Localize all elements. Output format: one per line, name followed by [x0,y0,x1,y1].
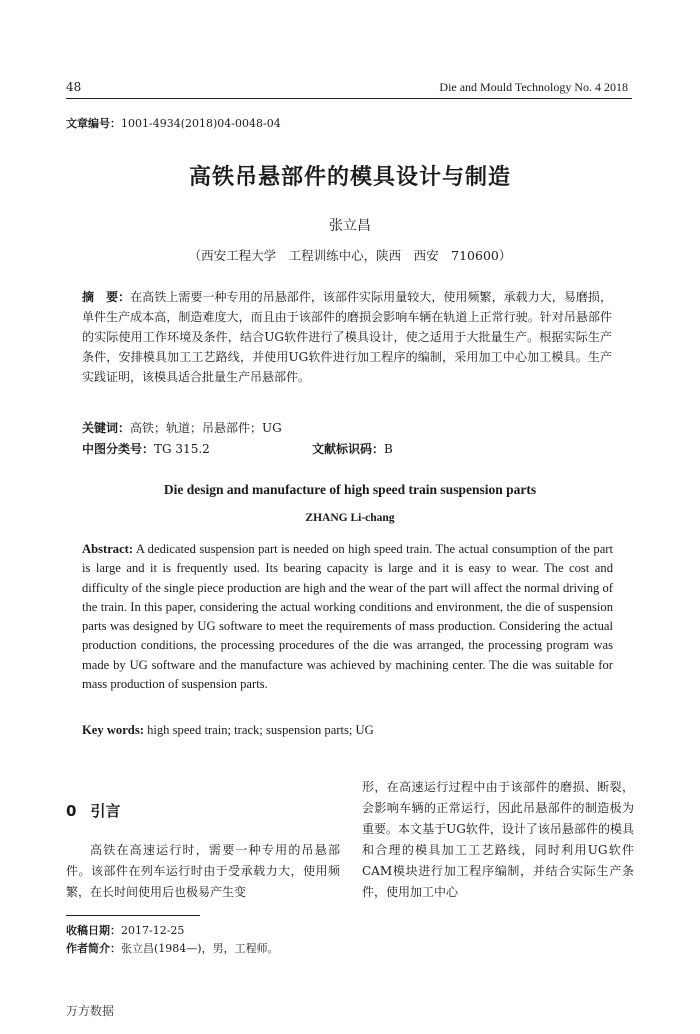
section-number: 0 [66,802,77,820]
keywords-en [82,723,374,738]
keywords-cn [82,419,282,436]
section-title: 引言 [90,802,121,820]
classification-value: TG 315.2 [154,442,210,456]
received-date-label: 收稿日期： [66,924,121,937]
header-divider [66,98,632,99]
english-author: ZHANG Li-chang [305,512,395,524]
classification-number [82,440,210,457]
keywords-en-value: high speed train; track; suspension parts; UG [147,723,374,737]
abstract-cn [82,287,612,387]
classification-label: 中图分类号： [82,442,155,456]
body-text-left-column: 高铁在高速运行时，需要一种专用的吊悬部件。该部件在列车运行时由于受承载力大，使用频繁，在长时间使用后也极易产生变 [66,843,340,899]
english-title: Die design and manufacture of high speed train suspension parts [163,482,537,497]
author-bio-label: 作者简介： [66,942,121,955]
document-code [312,440,393,457]
document-code-value: B [384,442,393,456]
abstract-cn-label: 摘 要： [82,290,131,304]
author-name: 张立昌 [329,218,371,234]
footnote-received-date [66,922,184,938]
footnote-divider [66,915,200,916]
keywords-cn-value: 高铁；轨道；吊悬部件；UG [130,421,282,435]
body-text-right-column: 形，在高速运行过程中由于该部件的磨损、断裂，会影响车辆的正常运行，因此吊悬部件的制造极为重要。本文基于UG软件，设计了该吊悬部件的模具和合理的模具加工工艺路线，同时利用UG软件CAM模块进行加工程序编制，并结合实际生产条件，使用加工中心 [362,780,634,899]
page-number: 48 [66,80,82,94]
affiliation: （西安工程大学 工程训练中心，陕西 西安 710600） [188,248,512,263]
abstract-en [82,540,613,694]
source-watermark: 万方数据 [66,1004,115,1018]
abstract-cn-text: 在高铁上需要一种专用的吊悬部件，该部件实际用量较大，使用频繁，承载力大，易磨损，单件生产成本高，制造难度大，而且由于该部件的磨损会影响车辆在轨道上正常行驶。针对吊悬部件的实际使用工作环境及条件，结合UG软件进行了模具设计，使之适用于大批量生产。根据实际生产条件，安排模具加工工艺路线，并使用UG软件进行加工程序的编制，采用加工中心加工模具。生产实践证明，该模具适合批量生产吊悬部件。 [82,290,612,384]
keywords-cn-label: 关键词： [82,421,131,435]
section-heading [66,800,120,821]
keywords-en-label: Key words: [82,723,144,737]
article-number-value: 1001-4934(2018)04-0048-04 [121,117,281,130]
journal-name: Die and Mould Technology No. 4 2018 [439,80,628,94]
article-number [66,115,281,131]
article-number-label: 文章编号： [66,117,121,130]
document-code-label: 文献标识码： [312,442,385,456]
abstract-en-label: Abstract: [82,542,134,556]
paper-title: 高铁吊悬部件的模具设计与制造 [188,165,511,190]
footnote-author-bio [66,940,279,956]
author-bio-value: 张立昌(1984—)，男，工程师。 [121,942,279,955]
abstract-en-text: A dedicated suspension part is needed on high speed train. The actual consumption of the part is large and it is frequently used. Its bearing capacity is large and it is easy to wear. The cost and difficulty of the single piece production are high and the wear of the part will affect the normal driving of the train. In this paper, considering the actual working conditions and environment, the die of suspension parts was designed by UG software to meet the requirements of mass production. Considering the actual production conditions, the processing procedures of the die was arranged, the processing program was made by UG software and the manufacture was achieved by machining center. The die was suitable for mass production of suspension parts. [82,542,613,692]
received-date-value: 2017-12-25 [121,924,185,937]
